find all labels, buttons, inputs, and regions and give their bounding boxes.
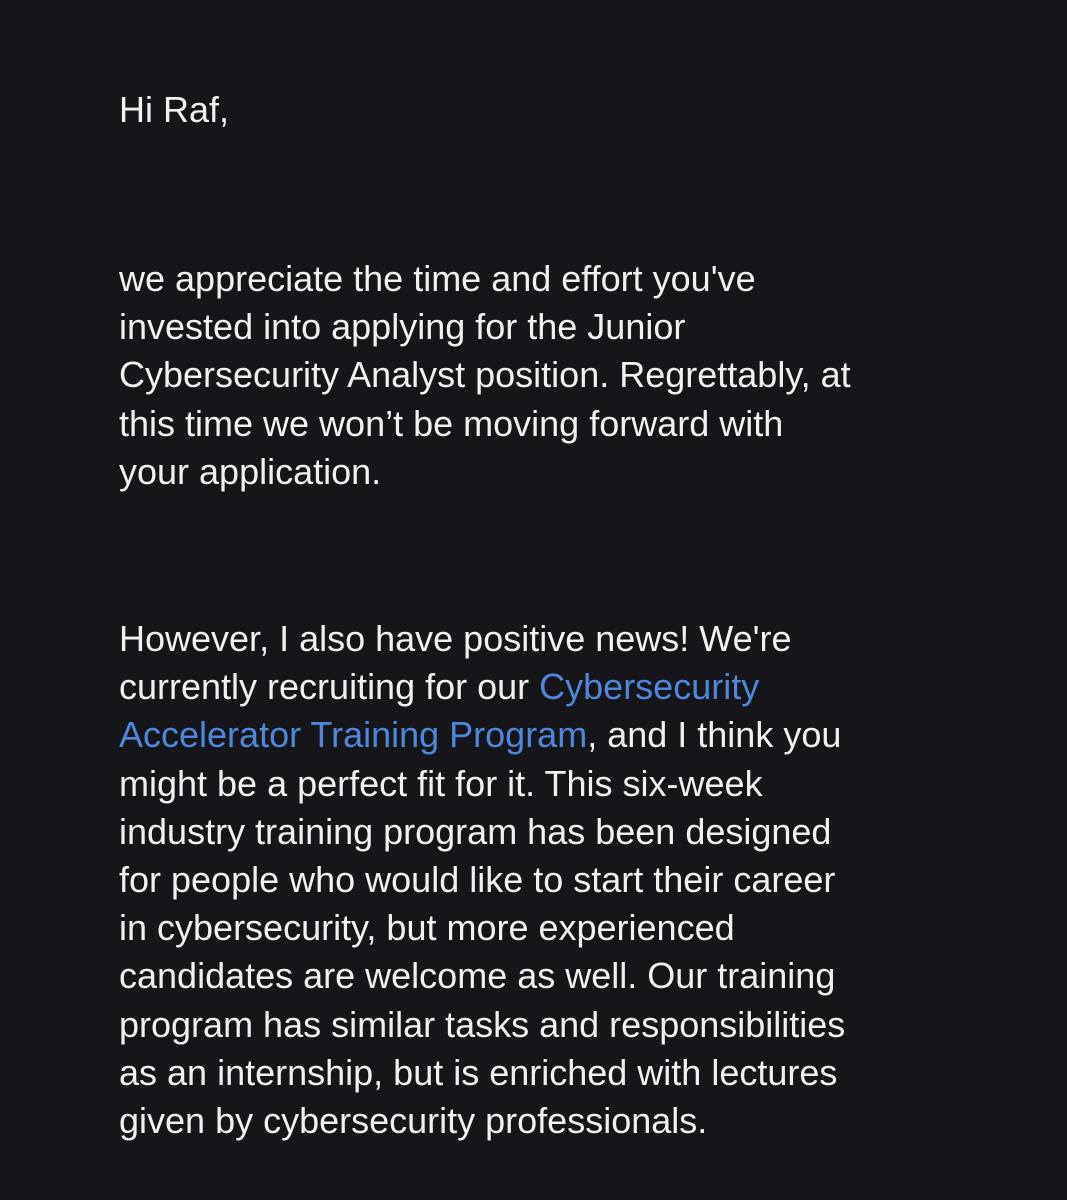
paragraph-line	[119, 663, 845, 711]
training-program-link[interactable]: Accelerator Training Program	[119, 714, 588, 756]
training-program-link[interactable]: Cybersecurity	[539, 666, 760, 708]
paragraph-line: industry training program has been designed	[119, 810, 832, 852]
paragraph-line: as an internship, but is enriched with lectures	[119, 1051, 838, 1093]
paragraph-line: this time we won’t be moving forward with	[119, 402, 784, 444]
greeting: Hi Raf,	[119, 89, 230, 130]
paragraph-rejection	[119, 255, 851, 496]
paragraph-line: we appreciate the time and effort you've	[119, 258, 756, 299]
paragraph-line: your application.	[119, 450, 382, 492]
line-text: currently recruiting for our	[119, 666, 540, 708]
paragraph-line: candidates are welcome as well. Our training	[119, 955, 836, 997]
paragraph-line: However, I also have positive news! We're	[119, 618, 792, 659]
paragraph-line: program has similar tasks and responsibilities	[119, 1003, 846, 1045]
paragraph-line: Cybersecurity Analyst position. Regrettably, at	[119, 354, 851, 396]
paragraph-line: in cybersecurity, but more experienced	[119, 907, 735, 949]
paragraph-line: invested into applying for the Junior	[119, 306, 686, 348]
paragraph-line: for people who would like to start their career	[119, 859, 836, 901]
paragraph-line: might be a perfect fit for it. This six-week	[119, 762, 763, 804]
line-text: , and I think you	[587, 714, 842, 756]
paragraph-line	[119, 711, 845, 759]
paragraph-training-offer	[119, 615, 845, 1145]
paragraph-line: given by cybersecurity professionals.	[119, 1100, 708, 1142]
